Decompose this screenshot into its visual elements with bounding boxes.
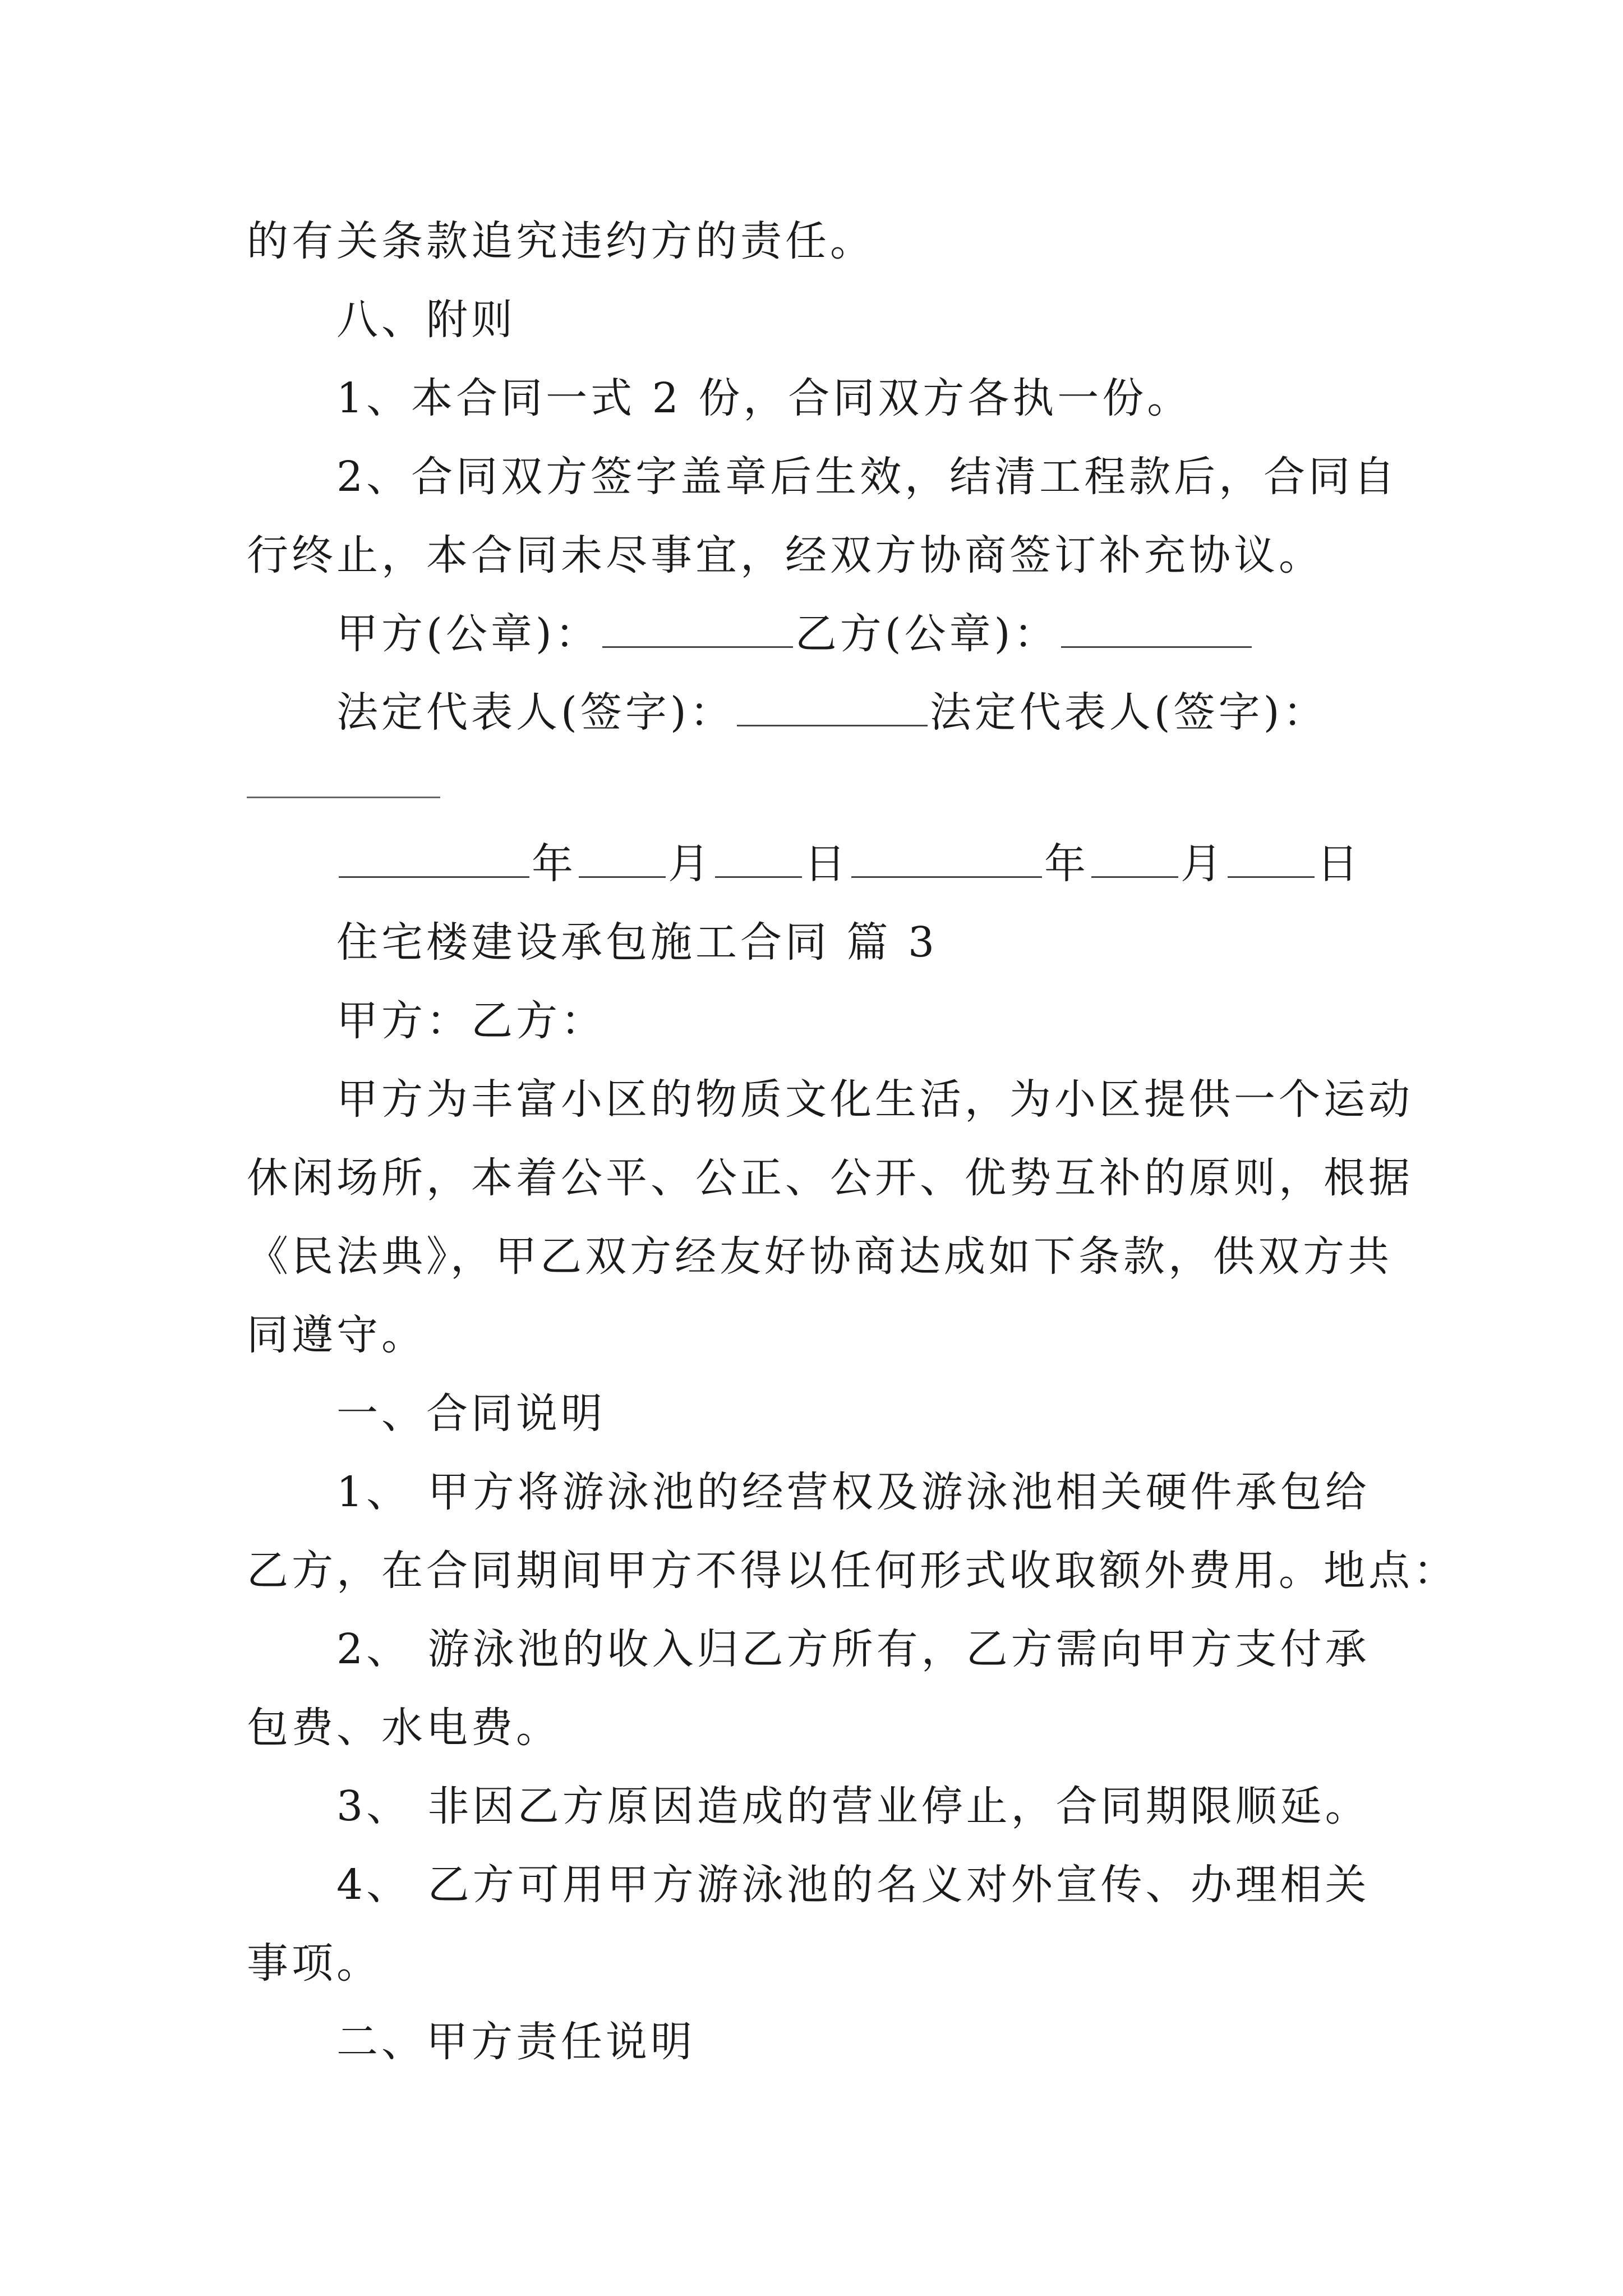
party-a-seal-label: 甲方(公章)： — [336, 610, 600, 658]
parties-line: 甲方：乙方： — [336, 997, 606, 1045]
date-b-month-label: 月 — [1181, 840, 1225, 888]
text-line: 1、本合同一式 2 份，合同双方各执一份。 — [336, 374, 1192, 422]
date-b-year-label: 年 — [1044, 840, 1089, 888]
date-a-day-blank — [715, 837, 802, 878]
intro-line: 《民法典》，甲乙双方经友好协商达成如下条款，供双方共 — [247, 1232, 1393, 1281]
date-b-month-blank — [1091, 837, 1178, 878]
section-heading: 二、甲方责任说明 — [336, 2018, 695, 2066]
date-a-year-blank — [339, 837, 529, 878]
clause-line: 事项。 — [247, 1939, 381, 1987]
date-a-year-label: 年 — [532, 840, 577, 888]
date-b-day-blank — [1228, 837, 1315, 878]
date-a-month-label: 月 — [668, 840, 713, 888]
party-b-rep-blank — [247, 797, 440, 798]
signature-row-dates — [336, 836, 1481, 892]
section-heading: 一、合同说明 — [336, 1389, 606, 1438]
clause-line: 乙方，在合同期间甲方不得以任何形式收取额外费用。地点： — [247, 1547, 1458, 1595]
party-a-seal-blank — [602, 607, 793, 648]
signature-row-representatives — [336, 684, 1481, 740]
date-a-month-blank — [579, 837, 666, 878]
intro-line: 同遵守。 — [247, 1311, 426, 1359]
party-b-seal-label: 乙方(公章)： — [795, 610, 1059, 658]
intro-line: 甲方为丰富小区的物质文化生活，为小区提供一个运动 — [336, 1075, 1413, 1124]
party-b-seal-blank — [1061, 607, 1252, 648]
clause-line: 包费、水电费。 — [247, 1704, 561, 1752]
text-line: 2、合同双方签字盖章后生效，结清工程款后，合同自 — [336, 453, 1399, 501]
party-b-rep-label: 法定代表人(签字)： — [929, 688, 1328, 737]
date-b-year-blank — [851, 837, 1042, 878]
text-line: 的有关条款追究违约方的责任。 — [247, 217, 875, 265]
signature-row-parties — [336, 606, 1481, 662]
party-a-rep-label: 法定代表人(签字)： — [336, 688, 735, 737]
section-heading: 八、附则 — [336, 296, 516, 344]
clause-line: 2、 游泳池的收入归乙方所有，乙方需向甲方支付承 — [336, 1625, 1370, 1673]
clause-line: 4、 乙方可用甲方游泳池的名义对外宣传、办理相关 — [336, 1861, 1370, 1909]
text-line: 行终止，本合同未尽事宜，经双方协商签订补充协议。 — [247, 531, 1324, 579]
intro-line: 休闲场所，本着公平、公正、公开、优势互补的原则，根据 — [247, 1154, 1413, 1202]
date-a-day-label: 日 — [804, 840, 849, 888]
clause-line: 3、 非因乙方原因造成的营业停止，合同期限顺延。 — [336, 1782, 1370, 1830]
party-a-rep-blank — [737, 685, 928, 726]
date-b-day-label: 日 — [1317, 840, 1362, 888]
clause-line: 1、 甲方将游泳池的经营权及游泳池相关硬件承包给 — [336, 1468, 1370, 1516]
section-title: 住宅楼建设承包施工合同 篇 3 — [336, 918, 938, 967]
